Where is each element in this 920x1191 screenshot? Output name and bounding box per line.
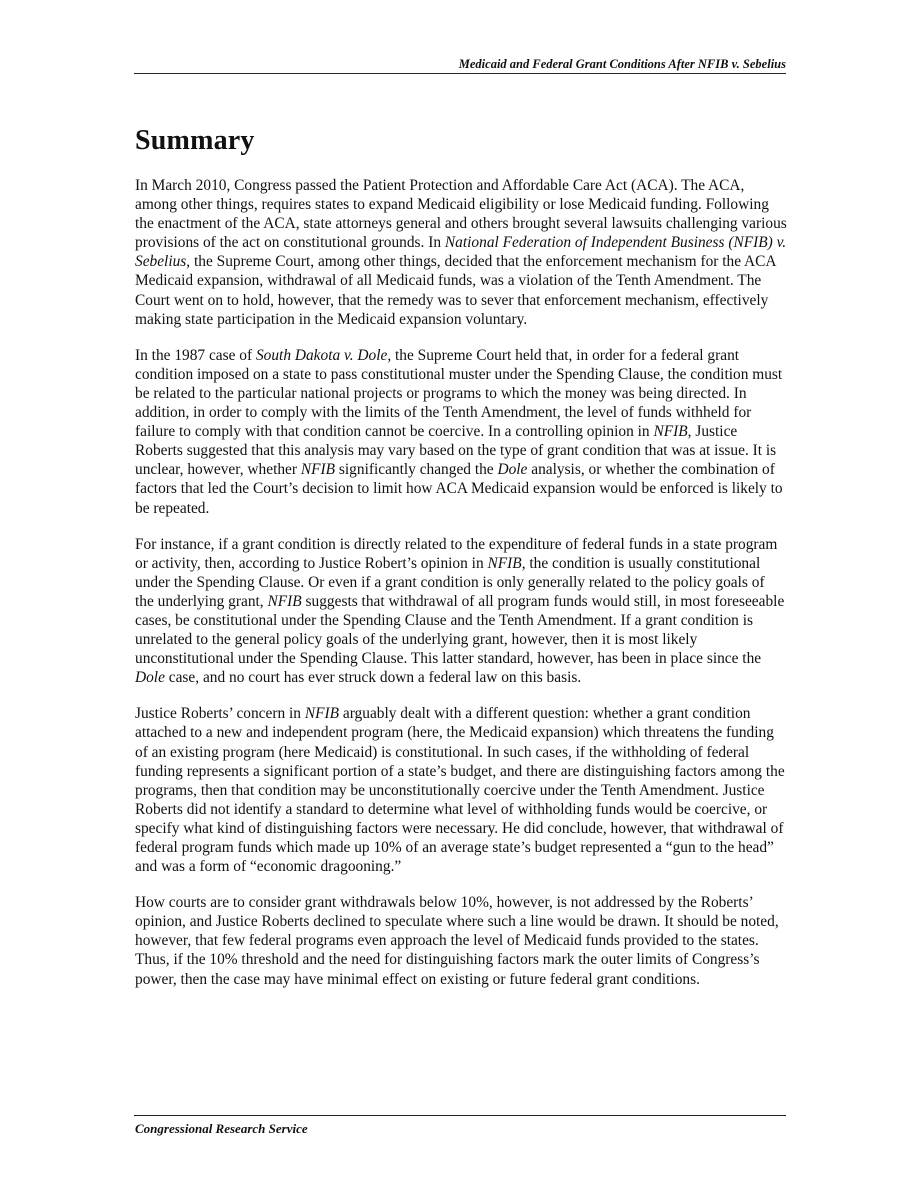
paragraph xyxy=(135,893,787,988)
italic-text-run: NFIB xyxy=(304,705,340,723)
footer-rule xyxy=(134,1115,786,1116)
text-run: , Justice Roberts suggested that this analysis may vary based on the type of grant condition that was at issue. It is unclear, however, whether xyxy=(135,423,777,479)
italic-text-run: South Dakota v. Dole, xyxy=(255,346,392,364)
paragraph xyxy=(135,346,787,518)
header-rule xyxy=(134,73,786,74)
text-run: case, and no court has ever struck down a federal law on this basis. xyxy=(164,669,582,687)
text-run: In the 1987 case of xyxy=(135,346,256,364)
text-run: For instance, if a grant condition is directly related to the expenditure of federal funds in a state program or activity, then, according to Justice Robert’s opinion in xyxy=(135,535,778,572)
paragraph xyxy=(135,176,787,329)
text-run: arguably dealt with a different question: whether a grant condition attached to a new and independent program (here, the Medicaid expansion) which threatens the funding of an existing program (here Medicaid) is constitutional. In such cases, if the withholding of federal funding represents a significant portion of a state’s budget, and there are distinguishing factors among the programs, then that condition may be unconstitutionally coercive under the Tenth Amendment. Justice Roberts did not identify a standard to determine what level of withholding funds would be coercive, or specify what kind of distinguishing factors were necessary. He did conclude, however, that withdrawal of federal program funds which made up 10% of an average state’s budget represented a “gun to the head” and was a form of “economic dragooning.” xyxy=(135,705,785,876)
text-run: the Supreme Court held that, in order for a federal grant condition imposed on a state to pass constitutional muster under the Spending Clause, the condition must be related to the particular national projects or programs to which the money was being directed. In addition, in order to comply with the limits of the Tenth Amendment, the level of funds withheld for failure to comply with that condition cannot be coercive. In a controlling opinion in xyxy=(135,346,783,441)
paragraph xyxy=(135,535,787,688)
italic-text-run: NFIB xyxy=(487,554,522,572)
paragraph xyxy=(135,704,787,876)
footer-label: Congressional Research Service xyxy=(135,1121,308,1136)
text-run: analysis, or whether the combination of factors that led the Court’s decision to limit how ACA Medicaid expansion would be enforced is likely to be repeated. xyxy=(135,461,783,517)
text-run: , the Supreme Court, among other things, decided that the enforcement mechanism for the ACA Medicaid expansion, withdrawal of all Medicaid funds, was a violation of the Tenth Amendment. The Court went on to hold, however, that the remedy was to sever that enforcement mechanism, effectively making state participation in the Medicaid expansion voluntary. xyxy=(135,253,776,328)
text-run: In March 2010, Congress passed the Patient Protection and Affordable Care Act (ACA). The ACA, among other things, requires states to expand Medicaid eligibility or lose Medicaid funding. Following the enactment of the ACA, state attorneys general and others brought several lawsuits challenging various provisions of the act on constitutional grounds. In xyxy=(135,177,787,252)
summary-body xyxy=(135,176,787,1006)
italic-text-run: Dole xyxy=(135,669,165,687)
text-run: suggests that withdrawal of all program funds would still, in most foreseeable cases, be constitutional under the Spending Clause and the Tenth Amendment. If a grant condition is unrelated to the general policy goals of the underlying grant, however, then it is most likely unconstitutional under the Spending Clause. This latter standard, however, has been in place since the xyxy=(135,592,785,668)
text-run: How courts are to consider grant withdrawals below 10%, however, is not addressed by the Roberts’ opinion, and Justice Roberts declined to speculate where such a line would be drawn. It should be noted, however, that few federal programs even approach the level of Medicaid funds provided to the states. Thus, if the 10% threshold and the need for distinguishing factors mark the outer limits of Congress’s power, then the case may have minimal effect on existing or future federal grant conditions. xyxy=(135,894,779,988)
italic-text-run: NFIB xyxy=(267,592,302,610)
italic-text-run: NFIB xyxy=(653,423,688,441)
running-header: Medicaid and Federal Grant Conditions After NFIB v. Sebelius xyxy=(458,57,786,71)
italic-text-run: National Federation of Independent Business (NFIB) v. Sebelius xyxy=(135,234,787,271)
text-run: , the condition is usually constitutional under the Spending Clause. Or even if a grant condition is only generally related to the policy goals of the underlying grant, xyxy=(135,554,765,610)
italic-text-run: NFIB xyxy=(300,461,336,479)
text-run: Justice Roberts’ concern in xyxy=(135,705,305,723)
text-run: significantly changed the xyxy=(335,461,498,479)
page-title: Summary xyxy=(135,125,255,156)
italic-text-run: Dole xyxy=(497,461,528,479)
